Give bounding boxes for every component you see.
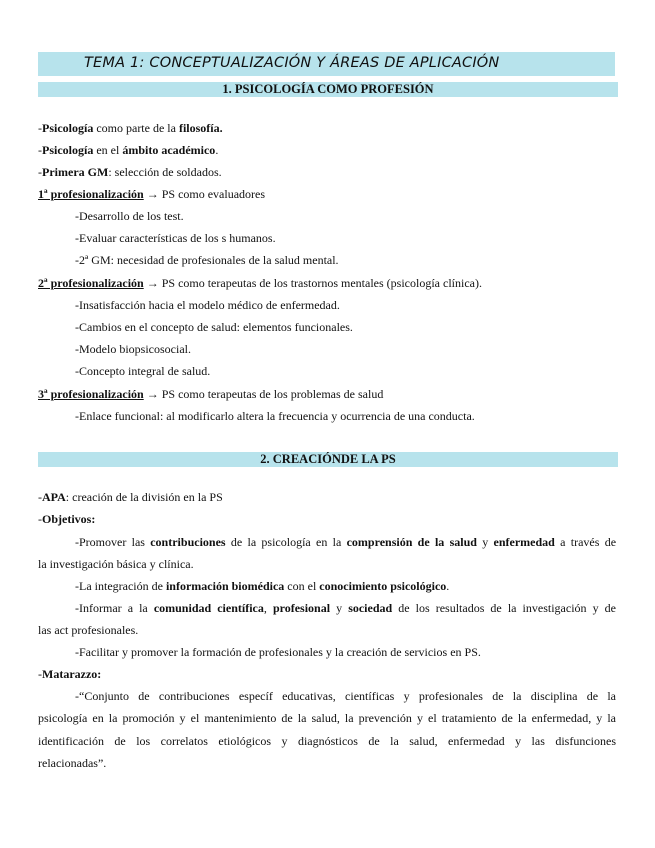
list-item: -Desarrollo de los test. — [75, 209, 184, 223]
list-item: -Evaluar características de los s humanos. — [75, 231, 276, 245]
list-item: -2ª GM: necesidad de profesionales de la salud mental. — [75, 253, 339, 267]
quote-line-4: relacionadas”. — [38, 756, 107, 770]
list-item: -Modelo biopsicosocial. — [75, 342, 191, 356]
second-professionalization: 2ª profesionalización → PS como terapeutas de los trastornos mentales (psicología clínica). — [38, 276, 482, 290]
line-primera-gm: -Primera GM: selección de soldados. — [38, 165, 222, 179]
quote-line-3: identificación de los correlatos etiológicos y diagnósticos de la salud, enfermedad y las disfunciones — [38, 734, 616, 748]
section-heading-1: 1. PSICOLOGÍA COMO PROFESIÓN — [38, 82, 618, 97]
objective-3-line-2: las act profesionales. — [38, 623, 139, 637]
objective-1-line-2: la investigación básica y clínica. — [38, 557, 194, 571]
quote-line-1: -“Conjunto de contribuciones específ educativas, científicas y profesionales de la disciplina de la — [75, 689, 616, 703]
arrow-right-icon: → — [146, 387, 159, 401]
objective-4: -Facilitar y promover la formación de profesionales y la creación de servicios en PS. — [75, 645, 481, 659]
document-title: TEMA 1: CONCEPTUALIZACIÓN Y ÁREAS DE APLICACIÓN — [84, 55, 500, 71]
arrow-right-icon: → — [146, 276, 159, 290]
list-item: -Enlace funcional: al modificarlo altera la frecuencia y ocurrencia de una conducta. — [75, 409, 475, 423]
line-psicologia-filosofia: -Psicología como parte de la filosofía. — [38, 121, 223, 135]
matarazzo-label: -Matarazzo: — [38, 667, 102, 681]
line-psicologia-academico: -Psicología en el ámbito académico. — [38, 143, 219, 157]
arrow-right-icon: → — [146, 187, 159, 201]
objective-2: -La integración de información biomédica con el conocimiento psicológico. — [75, 579, 450, 593]
section-heading-2: 2. CREACIÓNDE LA PS — [38, 452, 618, 467]
quote-line-2: psicología en la promoción y el mantenimiento de la salud, la prevención y el tratamiento de la enfermedad, y la — [38, 711, 616, 725]
list-item: -Concepto integral de salud. — [75, 364, 211, 378]
list-item: -Cambios en el concepto de salud: elementos funcionales. — [75, 320, 353, 334]
line-apa: -APA: creación de la división en la PS — [38, 490, 223, 504]
first-professionalization: 1ª profesionalización → PS como evaluadores — [38, 187, 266, 201]
objective-3-line-1: -Informar a la comunidad científica, profesional y sociedad de los resultados de la investigación y de — [75, 601, 616, 615]
objective-1-line-1: -Promover las contribuciones de la psicología en la comprensión de la salud y enfermedad a través de — [75, 535, 617, 549]
objetivos-label: -Objetivos: — [38, 512, 96, 526]
list-item: -Insatisfacción hacia el modelo médico de enfermedad. — [75, 298, 340, 312]
third-professionalization: 3ª profesionalización → PS como terapeutas de los problemas de salud — [38, 387, 384, 401]
